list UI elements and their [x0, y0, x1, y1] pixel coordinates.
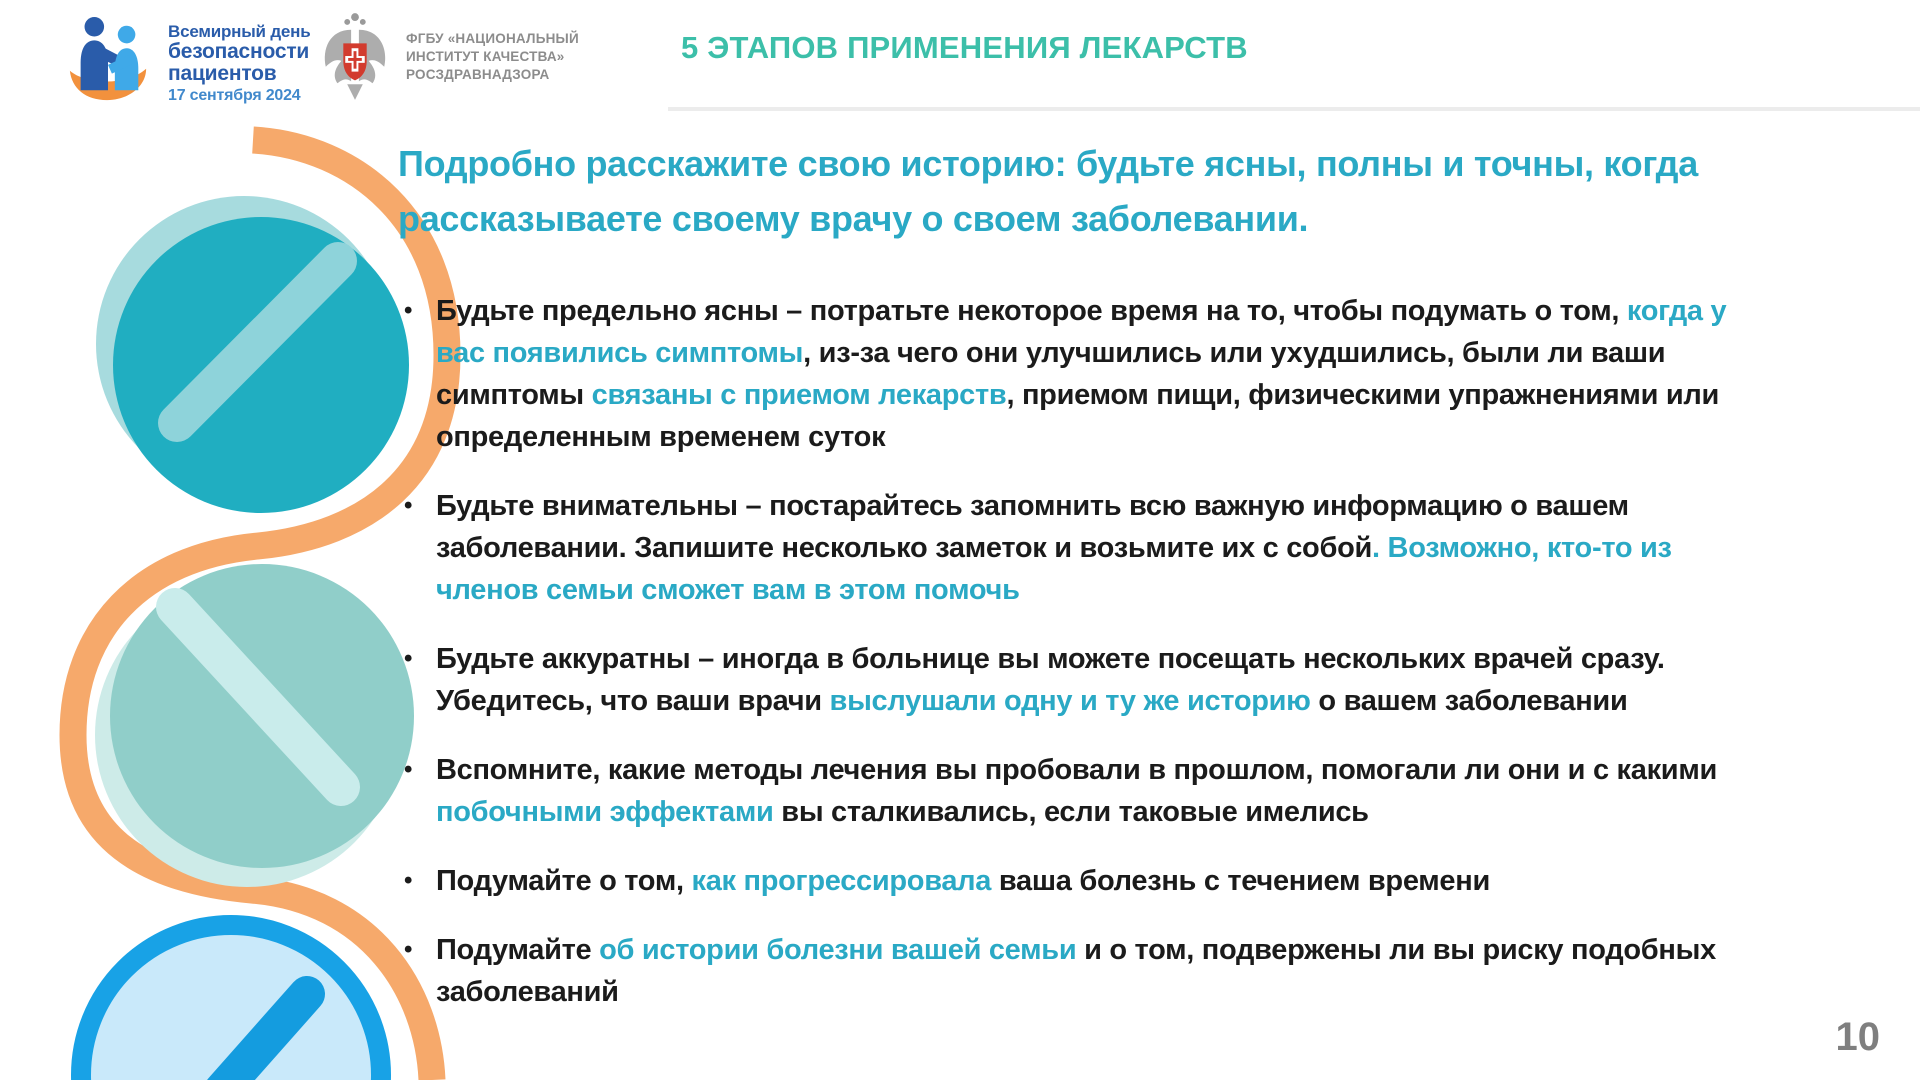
- bullet-text: Подумайте о том, как прогрессировала ваша болезнь с течением времени: [436, 865, 1490, 897]
- wpsd-line3: пациентов: [168, 62, 277, 85]
- bullet-marker: •: [404, 867, 413, 894]
- institute-line1: ФГБУ «НАЦИОНАЛЬНЫЙ: [406, 31, 579, 46]
- bullet-item: [398, 638, 1743, 722]
- wpsd-logo: [64, 14, 311, 107]
- bullet-text: Будьте внимательны – постарайтесь запомнить всю важную информацию о вашем заболевании. Запишите несколько заметок и возьмите их с собой. Возможно, кто-то из членов семьи сможет вам в этом помочь: [436, 490, 1672, 606]
- wpsd-line1: Всемирный день: [168, 22, 311, 41]
- content-area: [398, 136, 1743, 1040]
- wpsd-date: 17 сентября 2024: [168, 87, 301, 104]
- bullet-text: Будьте предельно ясны – потратьте некоторое время на то, чтобы подумать о том, когда у вас появились симптомы, из-за чего они улучшились или ухудшились, были ли ваши симптомы связаны с приемом лекарств, приемом пищи, физическими упражнениями или определенным временем суток: [436, 295, 1727, 453]
- bullet-marker: •: [404, 645, 413, 672]
- bullet-marker: •: [404, 492, 413, 519]
- roszdravnadzor-emblem-icon: [318, 10, 392, 104]
- bullet-text: Будьте аккуратны – иногда в больнице вы можете посещать нескольких врачей сразу. Убедитесь, что ваши врачи выслушали одну и ту же историю о вашем заболевании: [436, 643, 1665, 717]
- header-divider: [668, 107, 1920, 111]
- section-heading: Подробно расскажите свою историю: будьте ясны, полны и точны, когда рассказываете своему врачу о своем заболевании.: [398, 143, 1698, 239]
- page-number: 10: [1835, 1015, 1880, 1059]
- bullet-text: Вспомните, какие методы лечения вы пробовали в прошлом, помогали ли они и с какими побочными эффектами вы сталкивались, если таковые имелись: [436, 754, 1717, 828]
- bullet-list: [398, 290, 1743, 1013]
- wpsd-figures-icon: [64, 14, 152, 104]
- wpsd-logo-text: [168, 22, 311, 107]
- bullet-item: [398, 485, 1743, 611]
- institute-line2: ИНСТИТУТ КАЧЕСТВА»: [406, 49, 565, 64]
- bullet-text: Подумайте об истории болезни вашей семьи и о том, подвержены ли вы риску подобных заболеваний: [436, 934, 1716, 1008]
- bullet-marker: •: [404, 756, 413, 783]
- institute-logo: [318, 10, 579, 104]
- bullet-item: [398, 929, 1743, 1013]
- institute-logo-text: [406, 30, 579, 84]
- bullet-item: [398, 749, 1743, 833]
- wpsd-line2: безопасности: [168, 40, 310, 63]
- institute-line3: РОСЗДРАВНАДЗОРА: [406, 67, 550, 82]
- bullet-item: [398, 860, 1743, 902]
- bullet-marker: •: [404, 936, 413, 963]
- slide-title: 5 ЭТАПОВ ПРИМЕНЕНИЯ ЛЕКАРСТВ: [681, 30, 1248, 65]
- bullet-item: [398, 290, 1743, 458]
- bullet-marker: •: [404, 297, 413, 324]
